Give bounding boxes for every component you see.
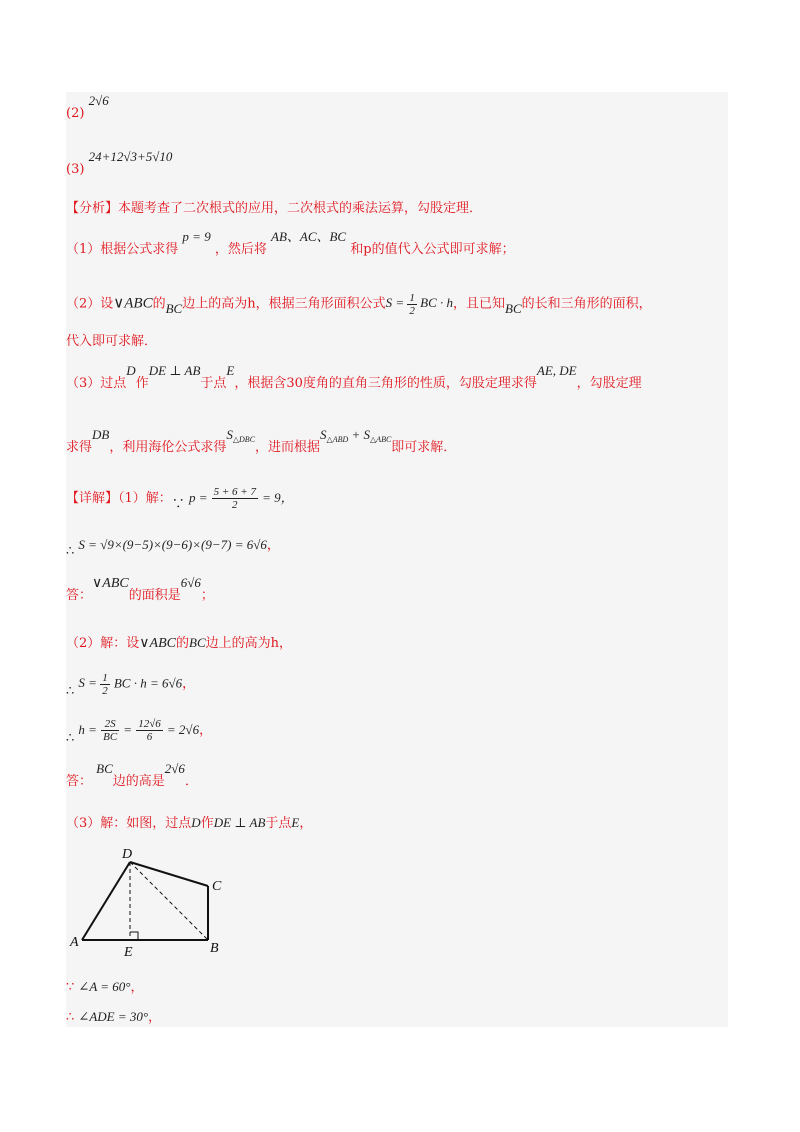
answer-2-label: (2) — [66, 106, 85, 121]
detail-1-s-comma: ， — [266, 538, 280, 553]
detail-2-s — [66, 672, 196, 700]
detail-1-answer-triangle: ∨ABC — [92, 576, 129, 591]
detail-3-l2-comma: ， — [148, 1010, 162, 1025]
answer-3 — [66, 149, 173, 179]
detail-1-fraction — [212, 486, 258, 511]
detail-2-text-a: （2）解：设 — [66, 636, 140, 651]
analysis-p1-text-c: 和p的值代入公式即可求解； — [350, 242, 515, 257]
detail-2-s-comma: ， — [182, 676, 196, 692]
analysis-p1-math-p: p = 9 — [182, 229, 211, 244]
detail-1-frac-den: 2 — [232, 499, 238, 511]
detail-2-h: ∴ h = $\frac{2S}{BC}$ = $\frac{12√6}{6}$ = 2√6， — [66, 718, 213, 746]
detail-3 — [66, 814, 312, 833]
analysis-p3-text-a: （3）过点 — [66, 376, 127, 391]
analysis-p3-s-sum: $S_{\triangle ABD} + S_{\triangle ABC}$ — [320, 427, 392, 444]
detail-3-l1-because: ∵ — [66, 980, 75, 995]
label-d: D — [122, 847, 133, 862]
detail-2-h-frac-2 — [136, 718, 163, 743]
detail-3-l1-formula: ∠A = 60° — [78, 979, 131, 994]
right-angle-mark — [130, 932, 138, 940]
detail-2-answer-end: ． — [184, 774, 198, 789]
analysis-p3-text-b: 作 — [135, 376, 149, 391]
detail-1-answer-label: 答： — [66, 588, 93, 603]
detail-2-answer-value: 2√6 — [164, 761, 185, 776]
analysis-p3-D: D — [126, 363, 136, 378]
detail-3-l1-comma: ， — [130, 980, 144, 995]
analysis-p3-text-h: ，进而根据 — [255, 440, 321, 455]
edge-ad — [82, 862, 130, 940]
detail-2-text-b: 的 — [175, 636, 189, 651]
analysis-p3-text-f: 求得 — [66, 440, 93, 455]
detail-3-line-1 — [66, 978, 144, 997]
detail-2-h-comma: ， — [199, 723, 213, 738]
analysis-p2-text-e: 的长和三角形的面积， — [521, 296, 652, 312]
detail-1-answer-value: 6√6 — [180, 575, 201, 590]
answer-3-label: (3) — [66, 162, 85, 177]
detail-1-result: = 9， — [262, 490, 294, 505]
detail-2-bc: BC — [189, 635, 206, 650]
detail-2-answer-label: 答： — [66, 774, 93, 789]
detail-1-answer-text: 的面积是 — [128, 588, 181, 603]
detail-2-h-result: = 2√6 — [166, 722, 200, 737]
detail-3-E: E — [291, 815, 300, 830]
detail-3-l2-therefore: ∴ — [66, 1010, 75, 1025]
detail-2-h-num-1: 2S — [101, 718, 119, 731]
analysis-p3-E: E — [226, 363, 235, 378]
analysis-p2-bc: BC — [165, 301, 183, 317]
analysis-p2 — [66, 292, 652, 317]
detail-2-h-den-2: 6 — [146, 731, 153, 743]
analysis-p2-triangle: ∨ABC — [113, 295, 153, 312]
analysis-p1-math-sides: AB、AC、BC — [271, 229, 347, 244]
analysis-p3-db: DB — [92, 427, 110, 442]
detail-3-text-a: （3）解：如图，过点 — [66, 816, 192, 831]
detail-2-h-den-1: BC — [103, 731, 118, 743]
detail-1-s-formula: S = √9×(9−5)×(9−6)×(9−7) = 6√6 — [78, 537, 267, 552]
detail-3-text-d: ， — [299, 816, 313, 831]
detail-3-text-c: 于点 — [265, 816, 292, 831]
detail-2-text-c: 边上的高为h， — [205, 636, 292, 651]
detail-1-text: （1）解： — [118, 491, 172, 506]
analysis-p3-text-e: ，勾股定理 — [576, 376, 642, 391]
geometry-figure — [66, 838, 236, 960]
label-a: A — [70, 935, 79, 950]
detail-3-l2-formula: ∠ADE = 30° — [78, 1009, 149, 1024]
analysis-p3-s-dbc: $S_{\triangle DBC}$ — [226, 427, 256, 444]
answer-2-value: 2√6 — [88, 93, 109, 108]
detail-2-answer-bc: BC — [96, 761, 113, 776]
label-c: C — [212, 879, 222, 894]
detail-1 — [66, 486, 294, 511]
detail-3-text-b: 作 — [200, 816, 214, 831]
detail-2-h-num-2: 12√6 — [138, 718, 161, 730]
analysis-p3-text-c: 于点 — [200, 376, 227, 391]
detail-2-answer — [66, 761, 198, 791]
detail-2-h-therefore: ∴ — [66, 731, 75, 746]
analysis-p2-continued: 代入即可求解． — [66, 334, 158, 349]
detail-1-because: ∵ — [171, 497, 185, 512]
detail-2-answer-text: 边的高是 — [112, 774, 165, 789]
analysis-p1 — [66, 229, 515, 259]
detail-2 — [66, 634, 292, 653]
detail-2-triangle: ∨ABC — [139, 636, 176, 651]
detail-2-s-therefore: ∴ — [66, 684, 75, 700]
analysis-p3-de: DE ⊥ AB — [148, 363, 201, 378]
detail-3-line-2 — [66, 1008, 161, 1027]
detail-1-p: p = — [188, 490, 208, 505]
label-e: E — [124, 945, 133, 960]
detail-1-answer-end: ； — [200, 588, 214, 603]
detail-1-frac-num: 5 + 6 + 7 — [213, 486, 256, 498]
analysis-p1-text-a: （1）根据公式求得 — [66, 242, 179, 257]
answer-2 — [66, 93, 109, 123]
analysis-p3 — [66, 363, 642, 393]
detail-2-h-frac-1 — [101, 718, 119, 743]
detail-2-h-lhs: h = — [78, 722, 97, 737]
answer-3-value: 24+12√3+5√10 — [88, 149, 173, 164]
analysis-p3-ae-de: AE, DE — [536, 363, 577, 378]
detail-3-de: DE ⊥ AB — [213, 815, 266, 830]
analysis-p3-text-g: ，利用海伦公式求得 — [109, 440, 227, 455]
analysis-tag: 【分析】 — [66, 201, 119, 216]
analysis-p2-text-d: ，且已知 — [453, 296, 506, 312]
label-b: B — [210, 941, 219, 956]
detail-1-answer — [66, 575, 214, 605]
analysis-p3-text-d: ，根据含30度角的直角三角形的性质，勾股定理求得 — [234, 376, 537, 391]
analysis-p1-text-b: ，然后将 — [214, 242, 267, 257]
detail-1-s-therefore: ∴ — [66, 544, 75, 559]
analysis-p3-continued — [66, 427, 457, 461]
analysis-p2-text-a: （2）设 — [66, 296, 114, 312]
detail-tag: 【详解】 — [66, 491, 119, 506]
analysis-p2-bc-2: BC — [505, 301, 522, 317]
analysis-p2-formula: S = $\frac{1}{2}$ BC · h — [385, 292, 454, 317]
detail-2-s-lhs: S = $\frac{1}{2}$ — [78, 672, 108, 697]
detail-3-D: D — [191, 815, 201, 830]
analysis-intro-text: 本题考查了二次根式的应用，二次根式的乘法运算，勾股定理． — [118, 201, 483, 216]
analysis-p2-text-b: 的 — [152, 296, 166, 312]
analysis-p2-text-c: 边上的高为h，根据三角形面积公式 — [182, 296, 386, 312]
analysis-intro — [66, 200, 482, 218]
detail-2-s-formula: BC · h = 6√6 — [113, 675, 183, 691]
detail-1-s — [66, 536, 280, 559]
analysis-p3-text-i: 即可求解． — [391, 440, 457, 455]
